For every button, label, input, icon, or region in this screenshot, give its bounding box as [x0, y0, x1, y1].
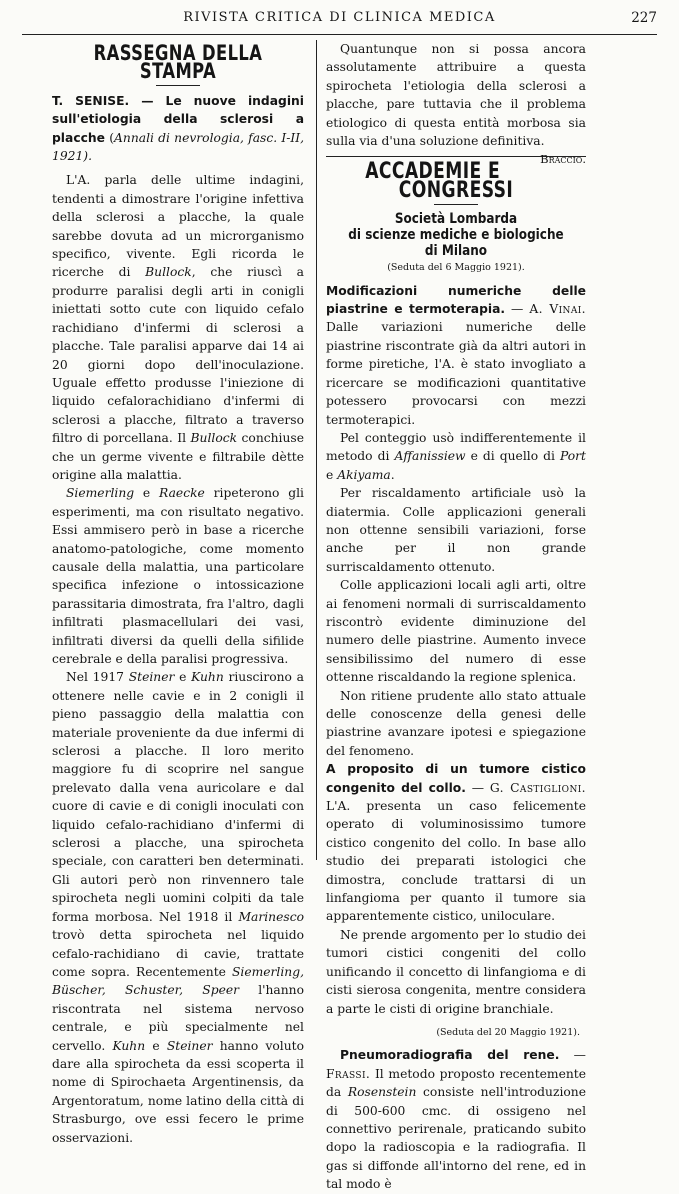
signature: Braccio.	[540, 152, 586, 167]
article-heading	[52, 92, 304, 166]
text: L'A. parla delle ultime indagini, tendenti a dimostrare l'origine infettiva della sclerosi a placche, la quale sarebbe dovuta ad un microrganismo specifico, vivente. Egli ricorda le ricerche di	[52, 173, 304, 280]
article-1-paragraph-3: Per riscaldamento artificiale usò la diatermia. Colle applicazioni generali non ottenne sensibili variazioni, forse anche per il non grande surriscaldamento ottenuto.	[326, 486, 586, 574]
paragraph-3	[52, 668, 304, 1147]
text: —	[465, 780, 490, 795]
text: e	[145, 1038, 167, 1053]
article-1-paragraph-5: Non ritiene prudente allo stato attuale delle conoscenze della genesi delle piastrine avanzare ipotesi e spiegazione del fenomeno.	[326, 688, 586, 758]
article-author: A. Vinai.	[529, 302, 586, 317]
text: e di quello di	[465, 449, 560, 464]
text: , che riuscì a produrre paralisi degli arti in conigli iniettati sotto cute con liquido cefalo rachidiano d'infermi di sclerosi a placche. Tale paralisi apparve dai 14 ai 20 giorni dopo dell'inoculazione. Uguale effetto produsse l'iniezione di liquido cefalorachidiano d'infermi di sclerosi a placche, filtrato a traverso filtro di porcellana. Il	[52, 265, 304, 446]
text: hanno voluto dare alla spirocheta da essi scoperta il nome di Spirochaeta Argentinensis, da Argentoratum, nome latino della città di Strasburgo, ove essi fecero le prime osservazioni.	[52, 1038, 304, 1145]
text: conchiuse che un germe vivente e filtrabile dètte origine alla malattia.	[52, 431, 305, 482]
author-name: Affanissiew	[394, 449, 466, 464]
continued-paragraph	[326, 40, 586, 167]
text: —	[505, 302, 530, 317]
text: trovò detta spirocheta nel liquido cefalo-rachidiano di cavie, trattate come sopra. Recentemente	[52, 928, 304, 979]
session-date: (Seduta del 20 Maggio 1921).	[436, 1026, 580, 1038]
text: riuscirono a ottenere nelle cavie e in 2 conigli il pieno passaggio della malattia con materiale proveniente da due infermi di sclerosi a placche. Il loro merito maggiore fu di scoprire nel sangue prelevato dalla vena auricolare e dal cuore di cavie e di conigli inoculati con liquido cefalo-rachidiano d'infermi di sclerosi a placche, una spirocheta speciale, con caratteri ben determinati. Gli autori però non rinvennero tale spirocheta negli uomini colpiti da tale forma morbosa. Nel 1918 il	[52, 670, 304, 924]
text: e	[174, 670, 192, 685]
text: Nel 1917	[66, 670, 129, 685]
article-source-open: (	[105, 130, 115, 145]
article-1-heading	[326, 282, 586, 429]
author-name: Akiyama	[337, 467, 391, 482]
author-name: Bullock	[190, 431, 238, 446]
section-rule	[434, 204, 478, 205]
author-name: Port	[559, 449, 586, 464]
article-1-paragraph-4: Colle applicazioni locali agli arti, oltre ai fenomeni normali di surriscaldamento riscontrò evidente diminuzione del numero delle piastrine. Aumento invece sensibilissimo del numero di esse ottenne riscaldando la regione splenica.	[326, 578, 586, 685]
text: e	[326, 467, 338, 482]
article-2-paragraph-2: Ne prende argomento per lo studio dei tumori cistici congeniti del collo unificando il concetto di linfangioma e di cisti sierosa congenita, mentre considera a parte le cisti di origine branchiale.	[326, 927, 586, 1016]
section-title-accademie: ACCADEMIE E CONGRESSI	[365, 159, 514, 203]
article-source-journal: Annali di nevrologia	[114, 130, 241, 145]
section-rule	[156, 85, 200, 86]
text: ripeterono gli esperimenti, ma con risultato negativo. Essi ammisero però in base a ricerche anatomo-patologiche, come momento causale della malattia, una particolare specifica infezione o intossicazione parassitaria dimostrata, fra l'altro, dagli infiltrati plasmacellulari dei vasi, infiltrati diversi da quelli della sifilide cerebrale e della paralisi progressiva.	[52, 486, 304, 666]
article-1-paragraph-2	[326, 429, 586, 484]
article-author: T. SENISE.	[52, 93, 130, 108]
text: e	[134, 486, 160, 501]
article-author: G. Castiglioni.	[489, 780, 586, 795]
article-title: — Le nuove indagini sull'etiologia della sclerosi a placche	[52, 93, 305, 145]
text: Il metodo proposto recentemente da	[326, 1066, 586, 1100]
text: consiste nell'introduzione di 500-600 cmc. di ossigeno nel connettivo perirenale, praticando subito dopo la radioscopia e la radiografia. Il gas si diffonde all'intorno del rene, ed in tal modo è	[326, 1085, 586, 1192]
author-name: Kuhn	[112, 1038, 146, 1053]
article-2-heading	[326, 760, 586, 926]
page-header	[22, 10, 657, 32]
article-title: Modificazioni numeriche delle piastrine e termoterapia.	[326, 283, 586, 317]
text: Pel conteggio usò indifferentemente il metodo di	[326, 430, 586, 464]
article-3-heading	[326, 1046, 586, 1193]
running-title: RIVISTA CRITICA DI CLINICA MEDICA	[183, 10, 496, 25]
session-date: (Seduta del 6 Maggio 1921).	[387, 262, 525, 274]
text: Quantunque non si possa ancora assolutamente attribuire a questa spirocheta l'etiologia della sclerosi a placche, pare tuttavia che il problema etiologico di questa entità morbosa sia sulla via d'una soluzione definitiva.	[326, 42, 586, 149]
author-name: Kuhn	[191, 670, 224, 685]
page-number: 227	[631, 10, 657, 26]
text: Dalle variazioni numeriche delle piastrine riscontrate già da altri autori in forme piretiche, l'A. è stato invogliato a ricercare se modificazioni quantitative potessero provocarsi con mezzi termoterapici.	[326, 320, 586, 427]
left-column	[52, 40, 304, 1147]
text: —	[559, 1048, 586, 1063]
author-name: Bullock	[145, 265, 192, 280]
author-name: Siemerling	[66, 486, 135, 501]
author-name: Marinesco	[238, 909, 304, 924]
society-name: Società Lombarda	[394, 211, 518, 228]
paragraph-2	[52, 484, 304, 668]
section-title-rassegna: RASSEGNA DELLA STAMPA	[93, 41, 263, 84]
author-name: Steiner	[166, 1038, 213, 1053]
article-title: Pneumoradiografia del rene.	[340, 1048, 560, 1063]
author-name: Steiner	[128, 670, 175, 685]
text: .	[390, 467, 395, 482]
right-column	[326, 40, 586, 1194]
paragraph-1	[52, 171, 304, 484]
author-name: Rosenstein	[347, 1085, 417, 1100]
article-source-rest: , fasc. I-II, 1921).	[52, 130, 304, 164]
column-divider	[316, 40, 317, 860]
article-author: Frassi.	[326, 1066, 371, 1081]
author-names: Siemerling, Büscher, Schuster, Speer	[52, 964, 304, 998]
header-rule	[22, 34, 657, 35]
text: l'hanno riscontrata nel sistema nervoso centrale, e più specialmente nel cervello.	[52, 983, 305, 1053]
text: L'A. presenta un caso felicemente operato di voluminosissimo tumore cistico congenito del collo. In base allo studio dei preparati istologici che dimostra, conclude trattarsi di un linfangioma per quanto il tumore sia apparentemente cistico, uniloculare.	[326, 799, 586, 924]
society-subtitle: di scienze mediche e biologiche di Milano	[348, 227, 564, 260]
author-name: Raecke	[159, 486, 205, 501]
article-title: A proposito di un tumore cistico congenito del collo.	[326, 762, 586, 795]
